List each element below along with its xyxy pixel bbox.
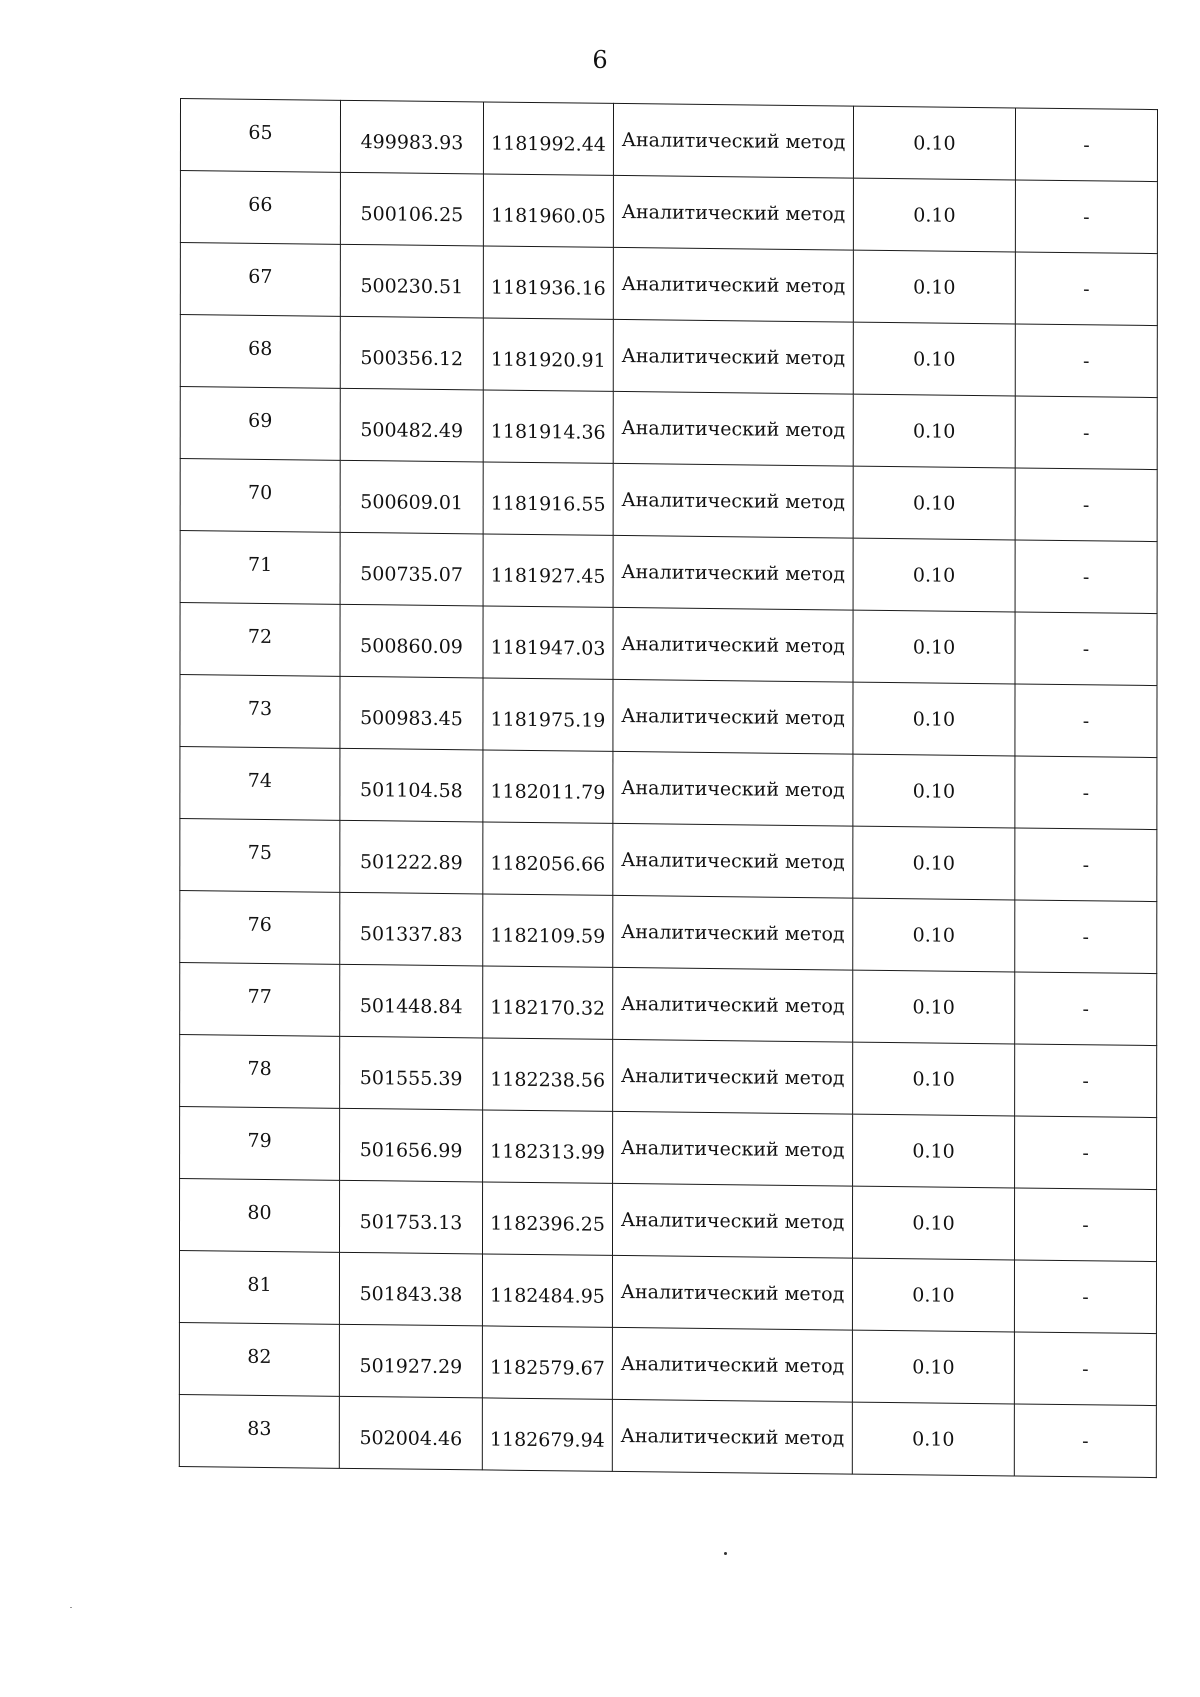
table-row <box>179 1250 1156 1333</box>
point-number-cell: 75 <box>180 818 340 892</box>
point-number-cell: 80 <box>179 1178 339 1252</box>
point-number-cell: 83 <box>179 1394 339 1468</box>
accuracy-cell: 0.10 <box>853 970 1015 1044</box>
y-coordinate-cell: 1182313.99 <box>483 1110 613 1183</box>
table-row <box>180 243 1157 326</box>
point-number-cell: 66 <box>180 171 340 245</box>
x-coordinate-cell: 501337.83 <box>340 892 483 966</box>
y-coordinate-cell: 1181992.44 <box>483 102 613 175</box>
method-cell: Аналитический метод <box>613 823 853 898</box>
accuracy-cell: 0.10 <box>853 682 1015 756</box>
note-cell: - <box>1015 108 1157 182</box>
method-cell: Аналитический метод <box>613 895 853 970</box>
x-coordinate-cell: 500230.51 <box>340 244 483 318</box>
x-coordinate-cell: 501753.13 <box>339 1180 482 1254</box>
y-coordinate-cell: 1182170.32 <box>483 966 613 1039</box>
x-coordinate-cell: 500482.49 <box>340 388 483 462</box>
table-row <box>180 746 1157 829</box>
x-coordinate-cell: 501222.89 <box>340 820 483 894</box>
x-coordinate-cell: 501656.99 <box>340 1108 483 1182</box>
x-coordinate-cell: 501927.29 <box>339 1324 482 1398</box>
scan-speck <box>70 1607 72 1608</box>
y-coordinate-cell: 1181927.45 <box>483 534 613 607</box>
point-number-cell: 71 <box>180 531 340 605</box>
method-cell: Аналитический метод <box>613 607 853 682</box>
table-row <box>180 962 1157 1045</box>
note-cell: - <box>1015 612 1157 686</box>
point-number-cell: 78 <box>180 1034 340 1108</box>
method-cell: Аналитический метод <box>613 175 853 250</box>
method-cell: Аналитический метод <box>613 1111 853 1186</box>
point-number-cell: 69 <box>180 387 340 461</box>
table-row <box>180 387 1157 470</box>
accuracy-cell: 0.10 <box>853 610 1015 684</box>
note-cell: - <box>1015 468 1157 542</box>
accuracy-cell: 0.10 <box>853 322 1015 396</box>
note-cell: - <box>1014 1188 1156 1262</box>
point-number-cell: 74 <box>180 746 340 820</box>
note-cell: - <box>1015 900 1157 974</box>
y-coordinate-cell: 1181960.05 <box>483 174 613 247</box>
table-body <box>179 99 1157 1478</box>
note-cell: - <box>1015 756 1157 830</box>
note-cell: - <box>1014 1404 1156 1478</box>
table-row <box>180 315 1157 398</box>
method-cell: Аналитический метод <box>613 679 853 754</box>
point-number-cell: 79 <box>180 1106 340 1180</box>
y-coordinate-cell: 1181975.19 <box>483 678 613 751</box>
method-cell: Аналитический метод <box>613 319 853 394</box>
table-row <box>179 1394 1156 1477</box>
note-cell: - <box>1015 180 1157 254</box>
table-row <box>180 1106 1157 1189</box>
y-coordinate-cell: 1182484.95 <box>482 1254 612 1327</box>
note-cell: - <box>1015 972 1157 1046</box>
accuracy-cell: 0.10 <box>853 898 1015 972</box>
note-cell: - <box>1015 828 1157 902</box>
y-coordinate-cell: 1182238.56 <box>483 1038 613 1111</box>
accuracy-cell: 0.10 <box>853 466 1015 540</box>
y-coordinate-cell: 1181920.91 <box>483 318 613 391</box>
point-number-cell: 76 <box>180 890 340 964</box>
y-coordinate-cell: 1182679.94 <box>482 1398 612 1471</box>
table-row <box>180 1034 1157 1117</box>
x-coordinate-cell: 500609.01 <box>340 460 483 534</box>
accuracy-cell: 0.10 <box>852 1186 1014 1260</box>
note-cell: - <box>1015 684 1157 758</box>
x-coordinate-cell: 501555.39 <box>340 1036 483 1110</box>
x-coordinate-cell: 501104.58 <box>340 748 483 822</box>
point-number-cell: 77 <box>180 962 340 1036</box>
method-cell: Аналитический метод <box>613 751 853 826</box>
note-cell: - <box>1015 540 1157 614</box>
method-cell: Аналитический метод <box>613 103 853 178</box>
note-cell: - <box>1015 396 1157 470</box>
note-cell: - <box>1014 1332 1156 1406</box>
table-row <box>180 675 1157 758</box>
note-cell: - <box>1014 1260 1156 1334</box>
method-cell: Аналитический метод <box>613 391 853 466</box>
y-coordinate-cell: 1182056.66 <box>483 822 613 895</box>
method-cell: Аналитический метод <box>613 247 853 322</box>
method-cell: Аналитический метод <box>612 1255 852 1330</box>
y-coordinate-cell: 1182396.25 <box>482 1182 612 1255</box>
x-coordinate-cell: 500106.25 <box>340 172 483 246</box>
x-coordinate-cell: 500356.12 <box>340 316 483 390</box>
note-cell: - <box>1015 324 1157 398</box>
accuracy-cell: 0.10 <box>852 1402 1014 1476</box>
accuracy-cell: 0.10 <box>853 826 1015 900</box>
table-row <box>180 99 1157 182</box>
x-coordinate-cell: 502004.46 <box>339 1396 482 1470</box>
y-coordinate-cell: 1181947.03 <box>483 606 613 679</box>
note-cell: - <box>1015 1116 1157 1190</box>
point-number-cell: 72 <box>180 603 340 677</box>
accuracy-cell: 0.10 <box>853 106 1015 180</box>
accuracy-cell: 0.10 <box>853 178 1015 252</box>
x-coordinate-cell: 499983.93 <box>340 100 483 174</box>
x-coordinate-cell: 500735.07 <box>340 532 483 606</box>
accuracy-cell: 0.10 <box>853 754 1015 828</box>
table-row <box>180 818 1157 901</box>
table-row <box>179 1178 1156 1261</box>
x-coordinate-cell: 500860.09 <box>340 604 483 678</box>
method-cell: Аналитический метод <box>613 463 853 538</box>
point-number-cell: 67 <box>180 243 340 317</box>
table-row <box>180 459 1157 542</box>
note-cell: - <box>1015 252 1157 326</box>
y-coordinate-cell: 1181914.36 <box>483 390 613 463</box>
note-cell: - <box>1015 1044 1157 1118</box>
y-coordinate-cell: 1182011.79 <box>483 750 613 823</box>
method-cell: Аналитический метод <box>612 1399 852 1474</box>
method-cell: Аналитический метод <box>612 1327 852 1402</box>
point-number-cell: 82 <box>179 1322 339 1396</box>
accuracy-cell: 0.10 <box>853 1114 1015 1188</box>
page-number: 6 <box>592 46 608 74</box>
accuracy-cell: 0.10 <box>853 1042 1015 1116</box>
method-cell: Аналитический метод <box>613 535 853 610</box>
table-row <box>179 1322 1156 1405</box>
scan-dot <box>724 1552 727 1555</box>
table-row <box>180 531 1157 614</box>
point-number-cell: 68 <box>180 315 340 389</box>
point-number-cell: 73 <box>180 675 340 749</box>
x-coordinate-cell: 501843.38 <box>339 1252 482 1326</box>
method-cell: Аналитический метод <box>612 1183 852 1258</box>
x-coordinate-cell: 500983.45 <box>340 676 483 750</box>
accuracy-cell: 0.10 <box>853 538 1015 612</box>
y-coordinate-cell: 1182579.67 <box>482 1326 612 1399</box>
method-cell: Аналитический метод <box>613 1039 853 1114</box>
table-row <box>180 890 1157 973</box>
point-number-cell: 65 <box>180 99 340 173</box>
accuracy-cell: 0.10 <box>852 1258 1014 1332</box>
accuracy-cell: 0.10 <box>852 1330 1014 1404</box>
y-coordinate-cell: 1181916.55 <box>483 462 613 535</box>
accuracy-cell: 0.10 <box>853 250 1015 324</box>
y-coordinate-cell: 1181936.16 <box>483 246 613 319</box>
accuracy-cell: 0.10 <box>853 394 1015 468</box>
point-number-cell: 70 <box>180 459 340 533</box>
coordinates-table <box>179 98 1158 1478</box>
x-coordinate-cell: 501448.84 <box>340 964 483 1038</box>
method-cell: Аналитический метод <box>613 967 853 1042</box>
y-coordinate-cell: 1182109.59 <box>483 894 613 967</box>
table-row <box>180 603 1157 686</box>
point-number-cell: 81 <box>179 1250 339 1324</box>
table-row <box>180 171 1157 254</box>
